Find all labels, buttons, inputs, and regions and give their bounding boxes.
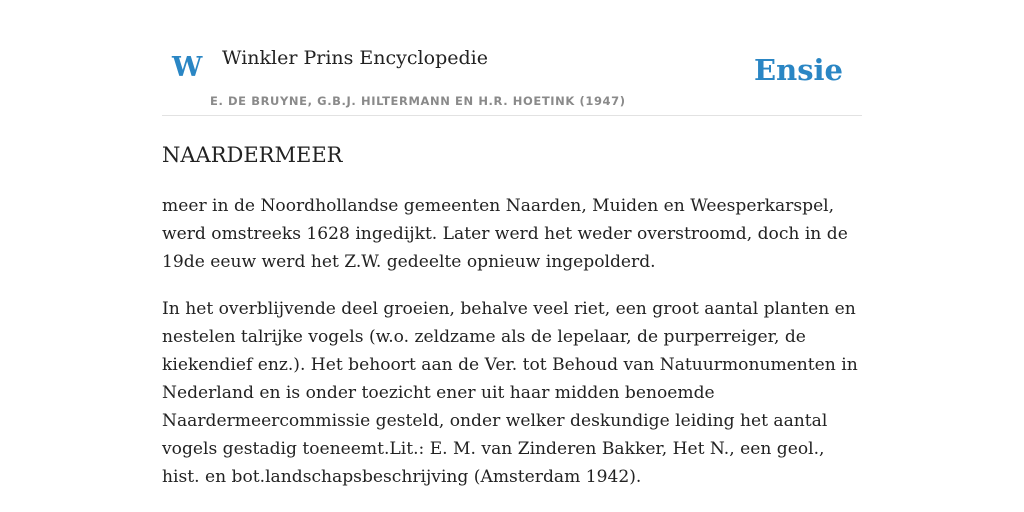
- source-header: [162, 0, 862, 116]
- publication-authors: E. DE BRUYNE, G.B.J. HILTERMANN EN H.R. HOETINK (1947): [210, 94, 626, 108]
- article-paragraph: In het overblijvende deel groeien, behalve veel riet, een groot aantal planten en nestelen talrijke vogels (w.o. zeldzame als de lepelaar, de purperreiger, de kiekendief enz.). Het behoort aan de Ver. tot Behoud van Natuurmonumenten in Nederland en is onder toezicht ener uit haar midden benoemde Naardermeercommissie gesteld, onder welker deskundige leiding het aantal vogels gestadig toeneemt.Lit.: E. M. van Zinderen Bakker, Het N., een geol., hist. en bot.landschapsbeschrijving (Amsterdam 1942).: [162, 299, 858, 487]
- site-logo[interactable]: Ensie: [754, 53, 843, 87]
- publication-logo[interactable]: W: [172, 52, 203, 83]
- article-body: [162, 192, 862, 510]
- publication-title[interactable]: Winkler Prins Encyclopedie: [222, 47, 488, 69]
- article-paragraph: meer in de Noordhollandse gemeenten Naarden, Muiden en Weesperkarspel, werd omstreeks 1628 ingedijkt. Later werd het weder overstroomd, doch in de 19de eeuw werd het Z.W. gedeelte opnieuw ingepolderd.: [162, 196, 848, 272]
- article-headword: NAARDERMEER: [162, 143, 343, 167]
